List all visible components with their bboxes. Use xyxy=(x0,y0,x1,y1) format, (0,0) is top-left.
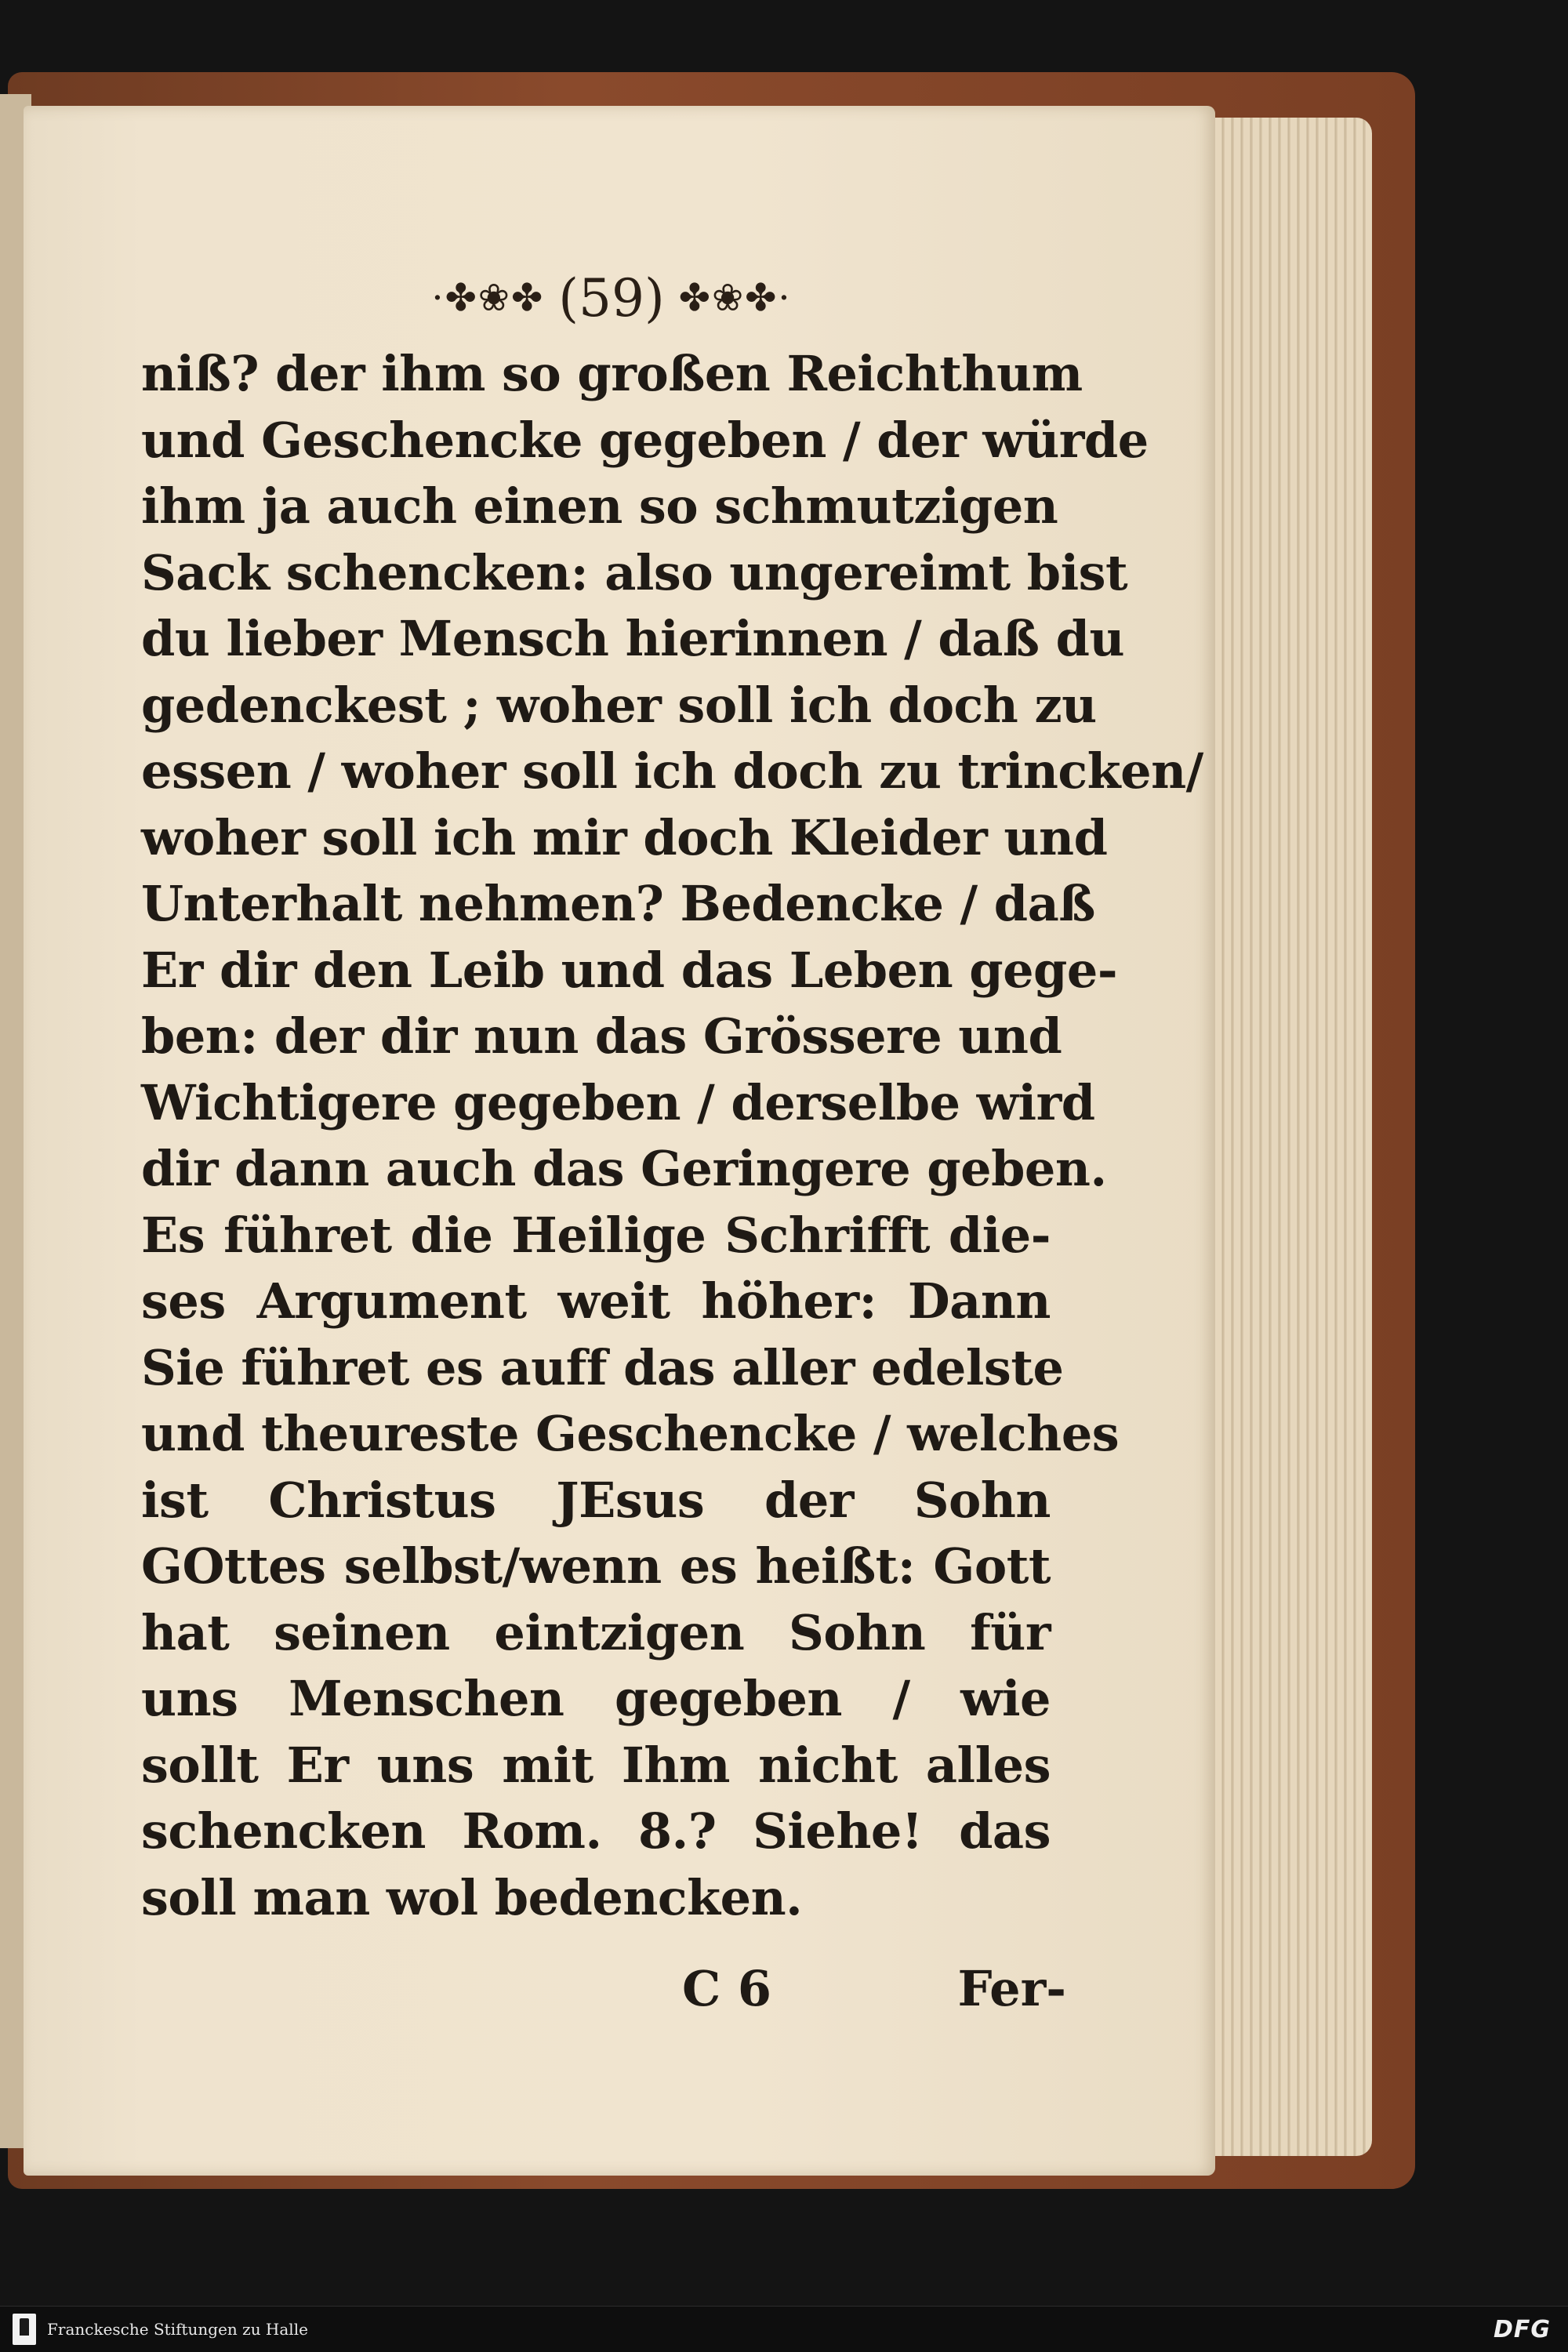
text-line: ben: der dir nun das Grössere und xyxy=(141,1007,1062,1065)
text-line: Er dir den Leib und das Leben gege- xyxy=(141,941,1118,999)
text-line: soll man wol bedencken. xyxy=(141,1868,803,1926)
text-line: du lieber Mensch hierinnen / daß du xyxy=(141,610,1125,667)
ornament-left-icon: ·✤❀✤ xyxy=(431,276,545,320)
book-page xyxy=(24,106,1215,2176)
text-line: und Geschencke gegeben / der würde xyxy=(141,411,1149,469)
text-line: ist Christus JEsus der Sohn xyxy=(141,1471,1051,1529)
text-line: Sack schencken: also ungereimt bist xyxy=(141,543,1128,601)
text-line: Es führet die Heilige Schrifft die- xyxy=(141,1206,1051,1264)
text-line: essen / woher soll ich doch zu trincken/ xyxy=(141,742,1203,800)
catchword: Fer- xyxy=(957,1960,1066,2017)
institution-name: Franckesche Stiftungen zu Halle xyxy=(47,2320,308,2339)
signature-mark: C 6 xyxy=(682,1960,772,2017)
text-line: dir dann auch das Geringere geben. xyxy=(141,1140,1107,1197)
text-line: GOttes selbst/wenn es heißt: Gott xyxy=(141,1537,1051,1595)
viewer-footer-bar xyxy=(0,2306,1568,2352)
page-number: (59) xyxy=(558,267,665,328)
text-line: uns Menschen gegeben / wie xyxy=(141,1670,1051,1727)
page-footer xyxy=(141,1960,1066,2031)
body-text xyxy=(141,341,1203,1931)
ornament-right-icon: ✤❀✤· xyxy=(678,276,792,320)
text-line: schencken Rom. 8.? Siehe! das xyxy=(141,1802,1051,1860)
text-line: und theureste Geschencke / welches xyxy=(141,1405,1120,1462)
text-line: sollt Er uns mit Ihm nicht alles xyxy=(141,1736,1051,1794)
institution-logo-icon xyxy=(13,2314,36,2345)
text-line: Unterhalt nehmen? Bedencke / daß xyxy=(141,875,1095,932)
text-line: ses Argument weit höher: Dann xyxy=(141,1272,1051,1330)
text-line: hat seinen eintzigen Sohn für xyxy=(141,1603,1051,1661)
dfg-logo: DFG xyxy=(1493,2316,1551,2343)
text-line: ihm ja auch einen so schmutzigen xyxy=(141,477,1058,535)
text-line: niß? der ihm so großen Reichthum xyxy=(141,345,1083,402)
text-line: woher soll ich mir doch Kleider und xyxy=(141,808,1108,866)
running-head xyxy=(416,263,808,333)
text-line: Sie führet es auff das aller edelste xyxy=(141,1338,1064,1396)
text-line: gedenckest ; woher soll ich doch zu xyxy=(141,676,1097,734)
text-line: Wichtigere gegeben / derselbe wird xyxy=(141,1073,1095,1131)
